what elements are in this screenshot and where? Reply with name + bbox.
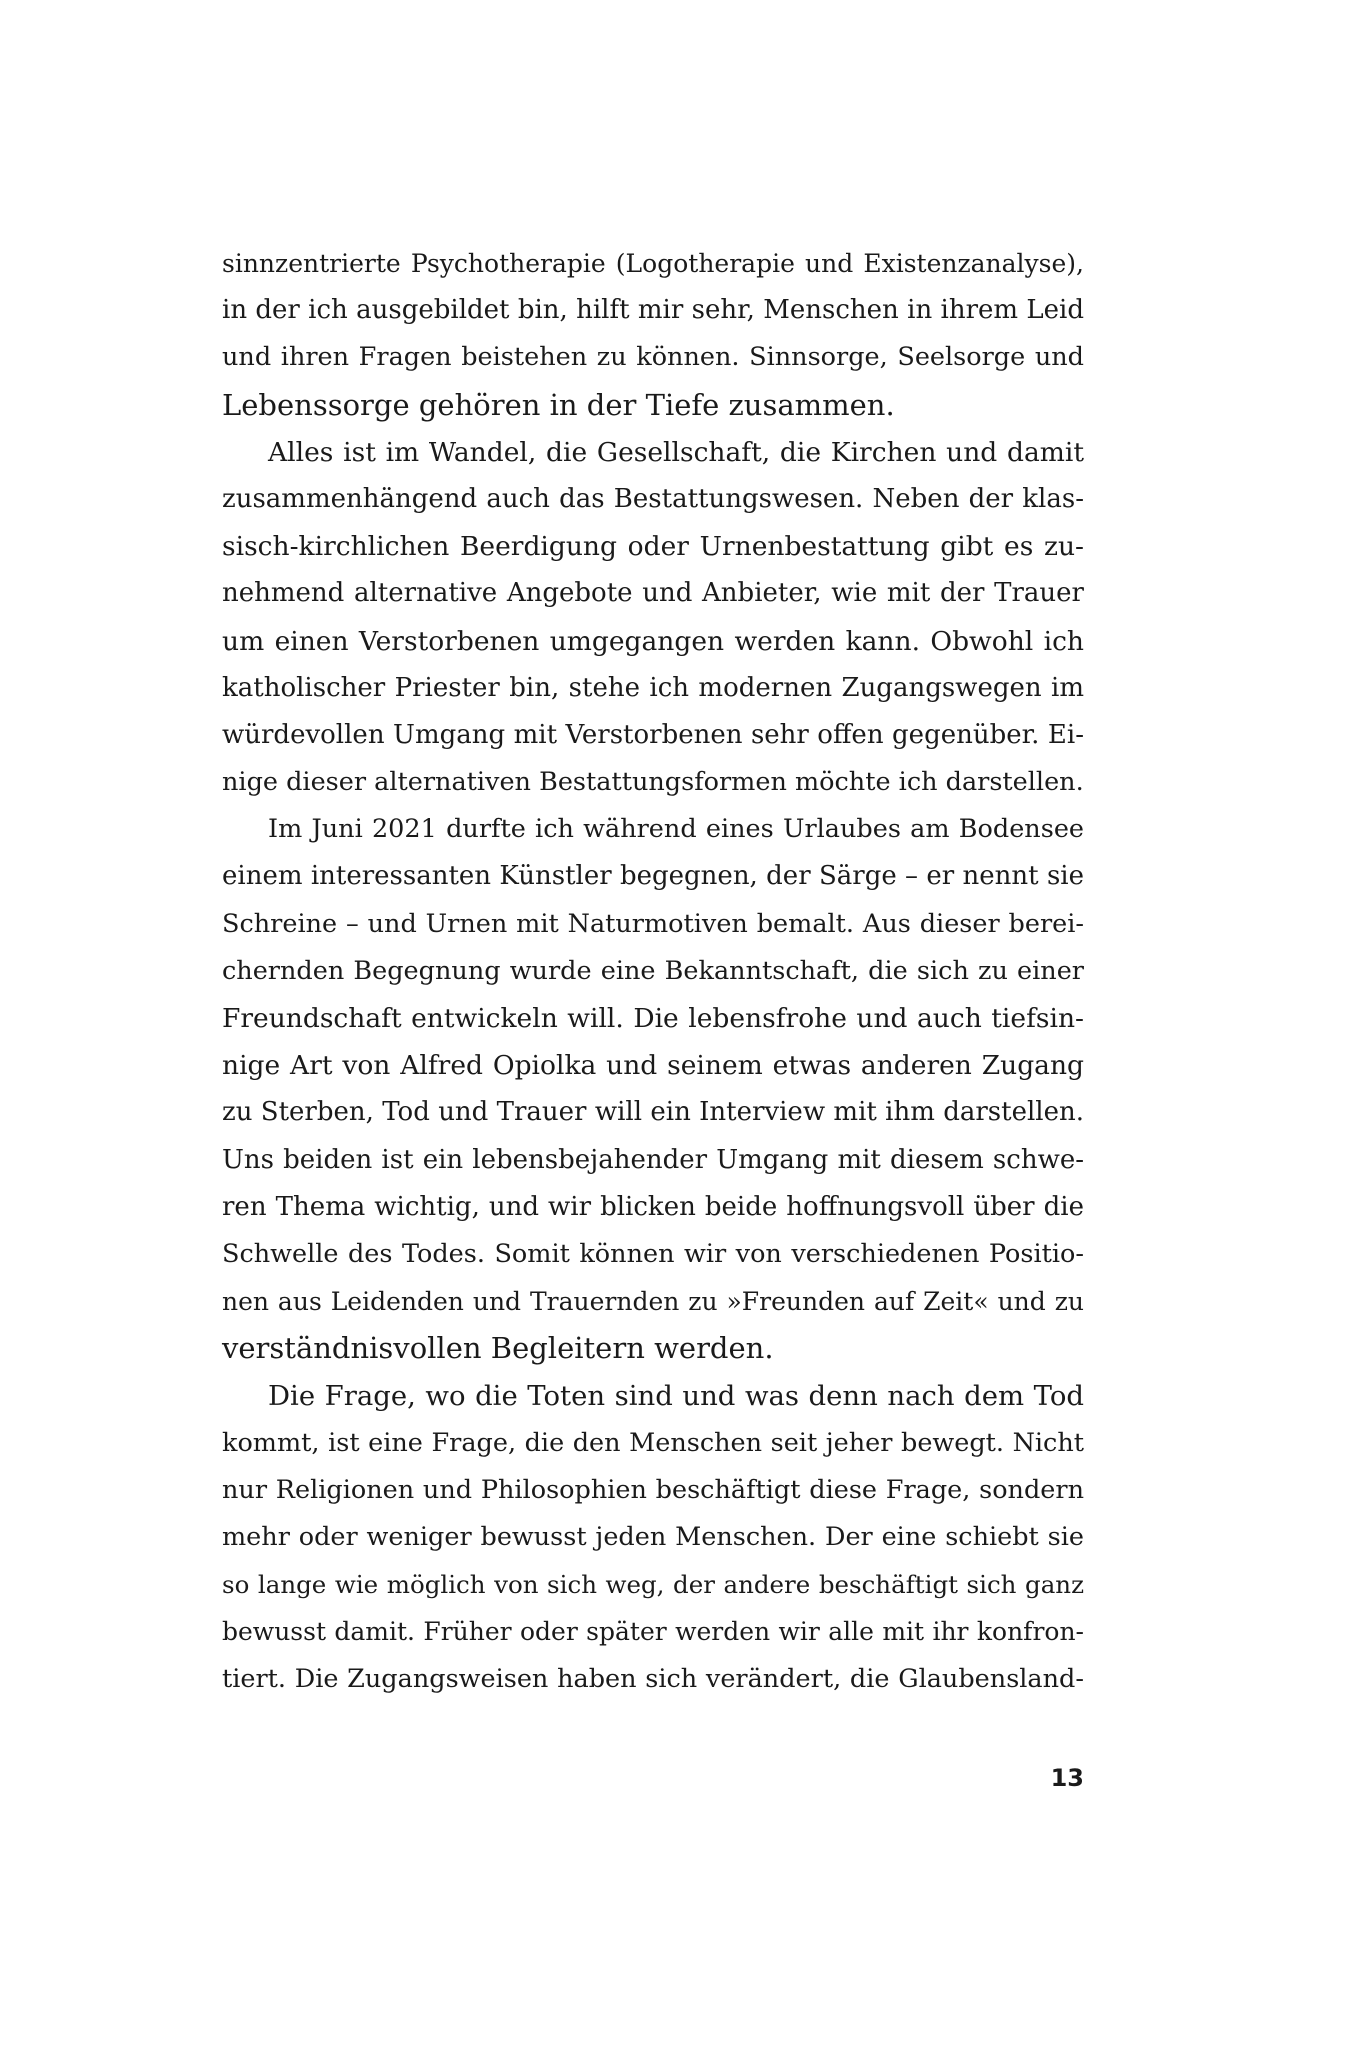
text-line: tiert. Die Zugangsweisen haben sich verändert, die Glaubensland- <box>222 1663 1084 1694</box>
text-line: Schreine – und Urnen mit Naturmotiven bemalt. Aus dieser berei- <box>222 908 1084 939</box>
text-line: nige dieser alternativen Bestattungsformen möchte ich darstellen. <box>222 767 1084 798</box>
text-line: katholischer Priester bin, stehe ich modernen Zugangswegen im <box>222 672 1084 703</box>
text-line: einem interessanten Künstler begegnen, der Särge – er nennt sie <box>222 861 1084 892</box>
paragraph <box>222 429 1084 807</box>
text-line: Lebenssorge gehören in der Tiefe zusammen. <box>222 387 895 422</box>
paragraph <box>222 1373 1084 1703</box>
paragraph <box>222 806 1084 1372</box>
text-line: und ihren Fragen beistehen zu können. Sinnsorge, Seelsorge und <box>222 342 1084 373</box>
text-line: sisch-kirchlichen Beerdigung oder Urnenbestattung gibt es zu- <box>222 531 1084 563</box>
body-text <box>222 240 1084 1703</box>
text-line: würdevollen Umgang mit Verstorbenen sehr offen gegenüber. Ei- <box>222 719 1084 750</box>
text-line: ren Thema wichtig, und wir blicken beide hoffnungsvoll über die <box>222 1191 1084 1222</box>
text-line: kommt, ist eine Frage, die den Menschen seit jeher bewegt. Nicht <box>222 1427 1084 1458</box>
paragraph <box>222 240 1084 429</box>
text-line: zusammenhängend auch das Bestattungswesen. Neben der klas- <box>222 483 1084 514</box>
text-line: chernden Begegnung wurde eine Bekanntschaft, die sich zu einer <box>222 955 1084 986</box>
text-line: mehr oder weniger bewusst jeden Menschen. Der eine schiebt sie <box>222 1522 1084 1553</box>
text-line: nehmend alternative Angebote und Anbieter, wie mit der Trauer <box>222 578 1084 609</box>
text-line: zu Sterben, Tod und Trauer will ein Interview mit ihm darstellen. <box>222 1097 1084 1128</box>
text-line: Schwelle des Todes. Somit können wir von verschiedenen Positio- <box>222 1238 1084 1269</box>
text-line: nen aus Leidenden und Trauernden zu »Freunden auf Zeit« und zu <box>222 1287 1084 1317</box>
text-line: um einen Verstorbenen umgegangen werden kann. Obwohl ich <box>222 625 1084 657</box>
text-line: Im Juni 2021 durfte ich während eines Urlaubes am Bodensee <box>268 814 1084 845</box>
text-line: verständnisvollen Begleitern werden. <box>222 1331 774 1366</box>
text-line: Die Frage, wo die Toten sind und was denn nach dem Tod <box>268 1379 1084 1412</box>
text-line: in der ich ausgebildet bin, hilft mir sehr, Menschen in ihrem Leid <box>222 295 1084 326</box>
text-line: bewusst damit. Früher oder später werden wir alle mit ihr konfron- <box>222 1617 1084 1647</box>
page-number: 13 <box>1050 1764 1084 1792</box>
text-line: Uns beiden ist ein lebensbejahender Umgang mit diesem schwe- <box>222 1144 1084 1175</box>
text-line: sinnzentrierte Psychotherapie (Logotherapie und Existenzanalyse), <box>222 249 1084 278</box>
text-line: Freundschaft entwickeln will. Die lebensfrohe und auch tiefsin- <box>222 1003 1084 1034</box>
text-line: nige Art von Alfred Opiolka und seinem etwas anderen Zugang <box>222 1050 1084 1082</box>
text-line: Alles ist im Wandel, die Gesellschaft, die Kirchen und damit <box>268 436 1084 468</box>
text-line: so lange wie möglich von sich weg, der andere beschäftigt sich ganz <box>222 1570 1084 1600</box>
text-line: nur Religionen und Philosophien beschäftigt diese Frage, sondern <box>222 1474 1084 1505</box>
